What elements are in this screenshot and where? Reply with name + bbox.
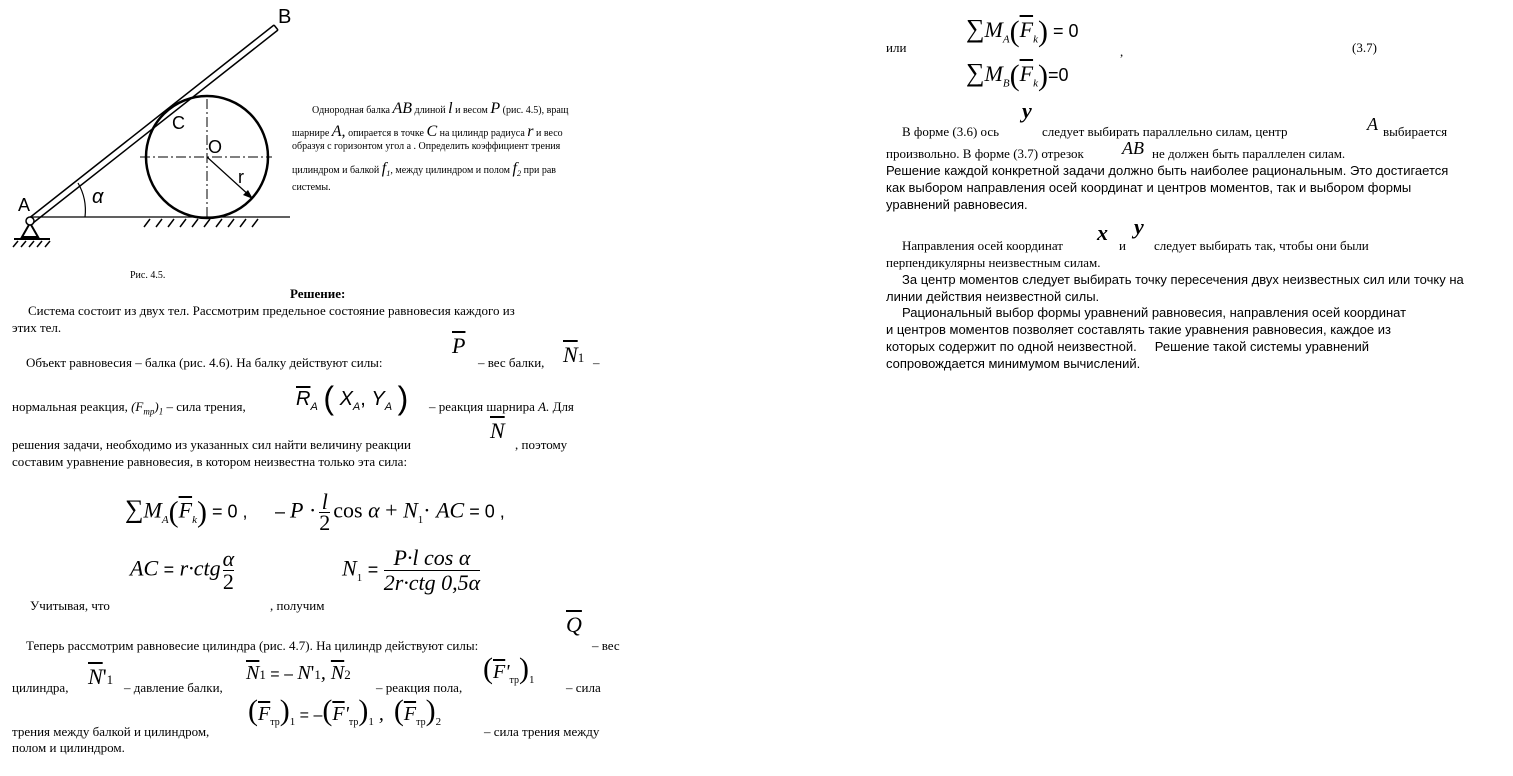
angle-arc bbox=[78, 183, 85, 217]
center-a-symbol: A bbox=[1367, 114, 1378, 134]
solution-p9: полом и цилиндром. bbox=[12, 740, 125, 755]
solution-p1b: этих тел. bbox=[12, 320, 62, 335]
radius-line bbox=[207, 157, 251, 197]
label-o: O bbox=[208, 137, 223, 157]
n1-equals-formula: $\overline{N}1$ = – N'1, $\overline{N}2$ bbox=[246, 662, 351, 684]
reaction-n-symbol: $\overline{N}$ bbox=[490, 418, 505, 443]
right-p1a: В форме (3.6) ось bbox=[902, 124, 1000, 139]
right-p1b: следует выбирать параллельно силам, центр bbox=[1042, 124, 1288, 139]
right-p9: линии действия неизвестной силы. bbox=[886, 289, 1100, 304]
figure-caption: Рис. 4.5. bbox=[130, 270, 166, 281]
solution-p2a: Объект равновесия – балка (рис. 4.6). На балку действуют силы: bbox=[26, 355, 383, 370]
beam-ab bbox=[28, 25, 278, 223]
solution-p6b: – вес bbox=[592, 638, 620, 653]
label-alpha: α bbox=[92, 186, 104, 208]
right-p7: перпендикулярны неизвестным силам. bbox=[886, 255, 1101, 270]
solution-p6a: Теперь рассмотрим равновесие цилиндра (рис. 4.7). На цилиндр действуют силы: bbox=[26, 638, 479, 653]
label-b: B bbox=[278, 6, 292, 28]
force-p-symbol: $\overline{P}$ bbox=[452, 333, 466, 358]
solution-p1: Система состоит из двух тел. Рассмотрим предельное состояние равновесия каждого из bbox=[28, 303, 515, 318]
comma: , bbox=[1120, 44, 1124, 59]
axis-y-symbol-1: y bbox=[1022, 98, 1032, 123]
solution-p4a: решения задачи, необходимо из указанных сил найти величину реакции bbox=[12, 437, 411, 452]
solution-p8a: трения между балкой и цилиндром, bbox=[12, 724, 210, 739]
solution-p7a: цилиндра, bbox=[12, 680, 69, 695]
solution-p5: составим уравнение равновесия, в котором неизвестна только эта сила: bbox=[12, 454, 408, 469]
solution-p7d: – сила bbox=[566, 680, 601, 695]
right-p10: Рациональный выбор формы уравнений равновесия, направления осей координат bbox=[902, 305, 1407, 320]
problem-line-4: цилиндром и балкой $f_1$, между цилиндром и полом $f_2$ при рав bbox=[292, 160, 556, 178]
problem-line-1: Однородная балка AB длиной l и весом P (рис. 4.5), вращ bbox=[312, 100, 569, 117]
floor-hatching bbox=[144, 219, 258, 227]
right-p11: и центров моментов позволяет составлять такие уравнения равновесия, каждое из bbox=[886, 322, 1391, 337]
right-p3: Решение каждой конкретной задачи должно быть наиболее рациональным. Это достигается bbox=[886, 163, 1449, 178]
right-p6c: следует выбирать так, чтобы они были bbox=[1154, 238, 1369, 253]
right-p1c: выбирается bbox=[1383, 124, 1448, 139]
solution-p4b: , поэтому bbox=[515, 437, 568, 452]
problem-line-3: образуя с горизонтом угол a . Определить коэффициент трения bbox=[292, 141, 561, 152]
right-p12: которых содержит по одной неизвестной. Решение такой системы уравнений bbox=[886, 339, 1370, 354]
right-p6a: Направления осей координат bbox=[902, 238, 1063, 253]
right-p6b: и bbox=[1119, 238, 1126, 253]
considering-text: Учитывая, что bbox=[30, 598, 110, 613]
force-n1-prime: $\overline{N}'1$ bbox=[88, 664, 114, 689]
axis-y-symbol-2: y bbox=[1134, 214, 1144, 239]
right-p5: уравнений равновесия. bbox=[886, 197, 1028, 212]
problem-line-5: системы. bbox=[292, 182, 331, 193]
right-p8: За центр моментов следует выбирать точку пересечения двух неизвестных сил или точку на bbox=[902, 272, 1464, 287]
obtain-text: , получим bbox=[270, 598, 325, 613]
right-p2b: не должен быть параллелен силам. bbox=[1152, 146, 1346, 161]
hinge-a-point bbox=[26, 217, 34, 225]
hinge-support bbox=[13, 223, 50, 247]
force-n1-symbol: $\overline{N}1$ bbox=[563, 342, 585, 367]
solution-p7c: – реакция пола, bbox=[376, 680, 463, 695]
moment-eq-b: $\sum M_B(\overline{F}_k)=0$ bbox=[966, 58, 1069, 92]
ac-equation: AC = r·ctg $\frac{\alpha}{2}$ bbox=[130, 546, 235, 594]
moment-eq-a: $\sum M_A(\overline{F}_k) = 0$ bbox=[966, 14, 1079, 48]
solution-p3-tail: – реакция шарнира А. Для bbox=[429, 399, 574, 414]
friction-equality-formula: $(\overline{F}_{тр})_1 = -(\overline{F}'_{тр})_1$ , $(\overline{F}_{тр})_2$ bbox=[248, 694, 442, 728]
or-text: или bbox=[886, 40, 907, 55]
force-q-symbol: $\overline{Q}$ bbox=[566, 612, 582, 637]
solution-p7b: – давление балки, bbox=[124, 680, 223, 695]
solution-p8b: – сила трения между bbox=[484, 724, 600, 739]
right-p2a: произвольно. В форме (3.7) отрезок bbox=[886, 146, 1084, 161]
solution-p2b: – вес балки, bbox=[478, 355, 545, 370]
solution-p3-line: нормальная реакция, $(F_{тр})_1$ – сила трения, bbox=[12, 399, 246, 417]
moment-equation: $\sum M_A(\overline{F}_k) = 0$ , – P · $\frac{l}{2}$ $\cos \alpha + N_1\cdot$ AC = 0 , bbox=[125, 489, 505, 535]
segment-ab-symbol: AB bbox=[1122, 138, 1144, 158]
label-r: r bbox=[238, 167, 244, 187]
solution-p2c: – bbox=[593, 355, 600, 370]
solution-heading: Решение: bbox=[290, 286, 346, 301]
equation-number: (3.7) bbox=[1352, 40, 1377, 55]
reaction-ra-formula: $\overline{R}_A$ ( $X_A$, $Y_A$ ) bbox=[296, 380, 409, 416]
n1-equation: $N_1$ = P·l cos α 2r·ctg 0,5α bbox=[342, 545, 481, 595]
axis-x-symbol: x bbox=[1097, 220, 1108, 245]
problem-line-2: шарнире A, опирается в точке C на цилиндр радиуса r и весо bbox=[292, 123, 563, 140]
label-c: C bbox=[172, 113, 185, 133]
figure-4-5 bbox=[10, 5, 300, 255]
friction-f-prime-1: $(\overline{F}'_{тр})_1$ bbox=[483, 652, 535, 686]
label-a: A bbox=[18, 195, 31, 215]
right-p4: как выбором направления осей координат и центров моментов, так и выбором формы bbox=[886, 180, 1412, 195]
right-p13: сопровождается минимумом вычислений. bbox=[886, 356, 1141, 371]
